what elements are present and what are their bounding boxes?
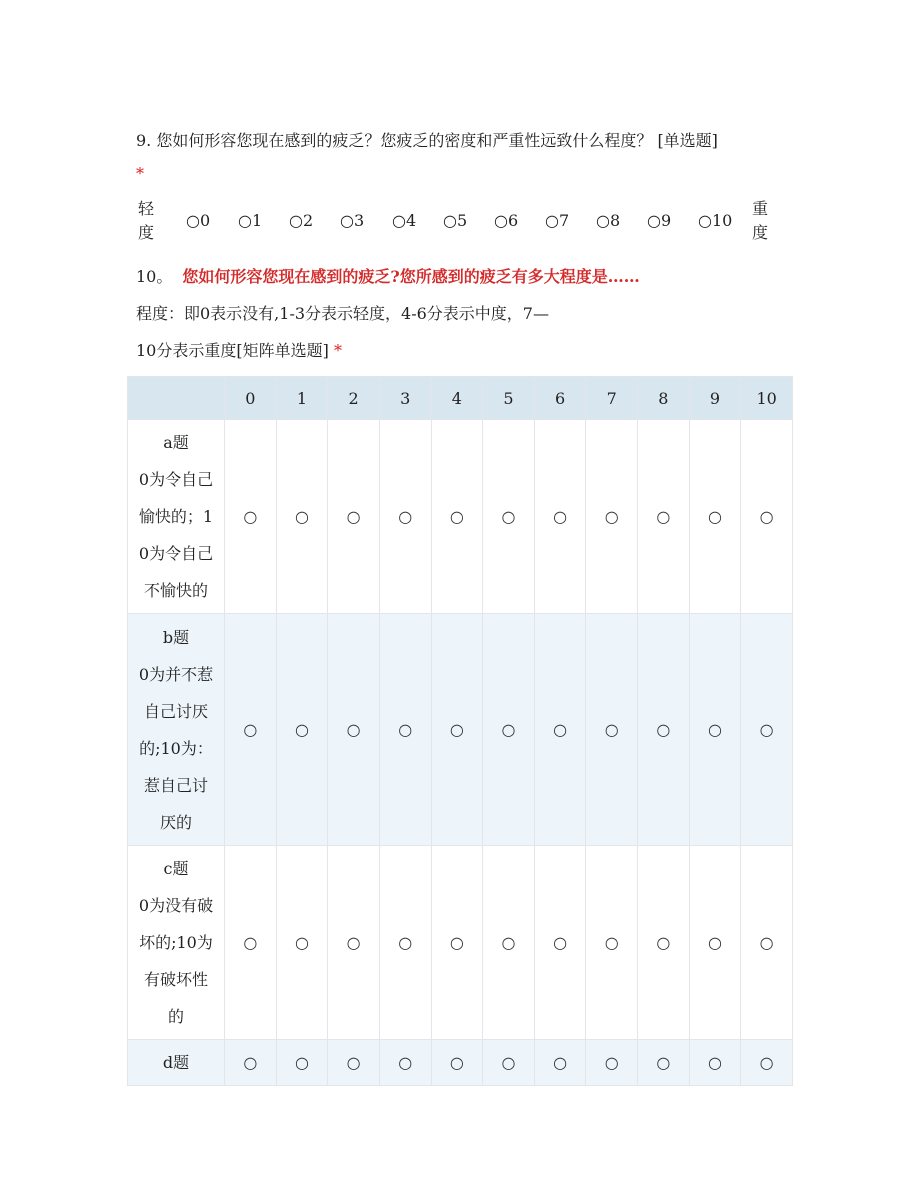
radio-option[interactable]: ○ [741, 846, 793, 1040]
option-7[interactable]: ○7 [545, 211, 570, 230]
column-header: 2 [328, 377, 380, 420]
row-label [128, 420, 225, 614]
row-label-line: 0为没有破 [138, 896, 214, 915]
question-9-scale [136, 197, 784, 245]
matrix-row [128, 1040, 793, 1086]
radio-option[interactable]: ○ [741, 1040, 793, 1086]
option-0[interactable]: ○0 [186, 211, 211, 230]
radio-option[interactable]: ○ [431, 420, 483, 614]
radio-option[interactable]: ○ [534, 846, 586, 1040]
radio-option[interactable]: ○ [638, 614, 690, 846]
radio-option[interactable]: ○ [689, 614, 741, 846]
radio-option[interactable]: ○ [638, 1040, 690, 1086]
radio-option[interactable]: ○ [379, 1040, 431, 1086]
radio-option[interactable]: ○ [225, 1040, 277, 1086]
option-6[interactable]: ○6 [494, 211, 519, 230]
option-9[interactable]: ○9 [647, 211, 672, 230]
required-mark: * [136, 164, 144, 183]
row-label-line: 惹自己讨 [143, 775, 208, 795]
row-label-line: 0为并不惹 [138, 664, 214, 684]
column-header: 3 [379, 377, 431, 420]
radio-option[interactable]: ○ [483, 1040, 535, 1086]
radio-option[interactable]: ○ [379, 420, 431, 614]
radio-option[interactable]: ○ [534, 614, 586, 846]
radio-option[interactable]: ○ [379, 614, 431, 846]
question-10-title [136, 265, 640, 289]
row-label-line: 厌的 [159, 812, 192, 832]
radio-option[interactable]: ○ [741, 420, 793, 614]
matrix-header-row [128, 377, 793, 420]
radio-option[interactable]: ○ [534, 420, 586, 614]
column-header: 10 [741, 377, 793, 420]
column-header: 1 [276, 377, 328, 420]
row-label-line: 不愉快的 [143, 581, 208, 600]
row-label [128, 846, 225, 1040]
option-5[interactable]: ○5 [443, 211, 468, 230]
row-label-line: 0为令自己 [138, 544, 214, 563]
question-10-text: 您如何形容您现在感到的疲乏?您所感到的疲乏有多大程度是…… [182, 267, 640, 286]
radio-option[interactable]: ○ [276, 614, 328, 846]
radio-option[interactable]: ○ [431, 1040, 483, 1086]
radio-option[interactable]: ○ [276, 420, 328, 614]
question-10-number: 10。 [136, 267, 173, 286]
radio-option[interactable]: ○ [586, 1040, 638, 1086]
scale-right-label: 重度 [751, 199, 768, 242]
radio-option[interactable]: ○ [225, 846, 277, 1040]
radio-option[interactable]: ○ [328, 420, 380, 614]
matrix-row [128, 614, 793, 846]
required-mark: * [333, 341, 342, 360]
radio-option[interactable]: ○ [328, 614, 380, 846]
matrix-row [128, 420, 793, 614]
radio-option[interactable]: ○ [689, 420, 741, 614]
radio-option[interactable]: ○ [638, 420, 690, 614]
radio-option[interactable]: ○ [689, 846, 741, 1040]
radio-option[interactable]: ○ [586, 420, 638, 614]
radio-option[interactable]: ○ [225, 614, 277, 846]
scale-left-label: 轻度 [137, 199, 154, 242]
radio-option[interactable]: ○ [741, 614, 793, 846]
radio-option[interactable]: ○ [586, 614, 638, 846]
column-header: 6 [534, 377, 586, 420]
corner-cell [128, 377, 225, 420]
row-label [128, 1040, 225, 1086]
radio-option[interactable]: ○ [431, 614, 483, 846]
column-header: 9 [689, 377, 741, 420]
column-header: 8 [638, 377, 690, 420]
column-header: 0 [225, 377, 277, 420]
radio-option[interactable]: ○ [483, 420, 535, 614]
radio-option[interactable]: ○ [638, 846, 690, 1040]
row-label-line: 0为令自己 [138, 470, 214, 489]
question-10-description: 程度：即0表示没有,1-3分表示轻度，4-6分表示中度，7— [136, 304, 549, 323]
row-label-line: a题 [163, 433, 189, 452]
radio-option[interactable]: ○ [225, 420, 277, 614]
option-10[interactable]: ○10 [698, 211, 733, 230]
radio-option[interactable]: ○ [586, 846, 638, 1040]
question-9-title: 9. 您如何形容您现在感到的疲乏？您疲乏的密度和严重性远致什么程度？ [单选题] [136, 131, 718, 150]
radio-option[interactable]: ○ [379, 846, 431, 1040]
row-label-line: 的 [167, 1007, 184, 1026]
matrix-row [128, 846, 793, 1040]
radio-option[interactable]: ○ [534, 1040, 586, 1086]
option-3[interactable]: ○3 [340, 211, 365, 230]
radio-option[interactable]: ○ [328, 1040, 380, 1086]
row-label-line: 愉快的；1 [138, 507, 214, 526]
option-8[interactable]: ○8 [596, 211, 621, 230]
radio-option[interactable]: ○ [328, 846, 380, 1040]
column-header: 7 [586, 377, 638, 420]
radio-option[interactable]: ○ [483, 846, 535, 1040]
row-label-line: d题 [162, 1053, 190, 1072]
radio-option[interactable]: ○ [276, 846, 328, 1040]
row-label-line: b题 [162, 627, 190, 647]
radio-option[interactable]: ○ [431, 846, 483, 1040]
column-header: 4 [431, 377, 483, 420]
row-label-line: 自己讨厌 [143, 701, 208, 721]
row-label-line: 有破坏性 [143, 970, 208, 989]
row-label [128, 614, 225, 846]
option-4[interactable]: ○4 [392, 211, 417, 230]
question-10-description-cont: 10分表示重度[矩阵单选题] * [136, 341, 342, 360]
option-2[interactable]: ○2 [289, 211, 314, 230]
row-label-line: 坏的;10为 [139, 933, 213, 952]
column-header: 5 [483, 377, 535, 420]
radio-option[interactable]: ○ [483, 614, 535, 846]
row-label-line: c题 [163, 859, 189, 878]
row-label-line: 的;10为： [139, 738, 213, 758]
radio-option[interactable]: ○ [276, 1040, 328, 1086]
matrix-table [127, 376, 793, 1086]
option-1[interactable]: ○1 [238, 211, 263, 230]
radio-option[interactable]: ○ [689, 1040, 741, 1086]
